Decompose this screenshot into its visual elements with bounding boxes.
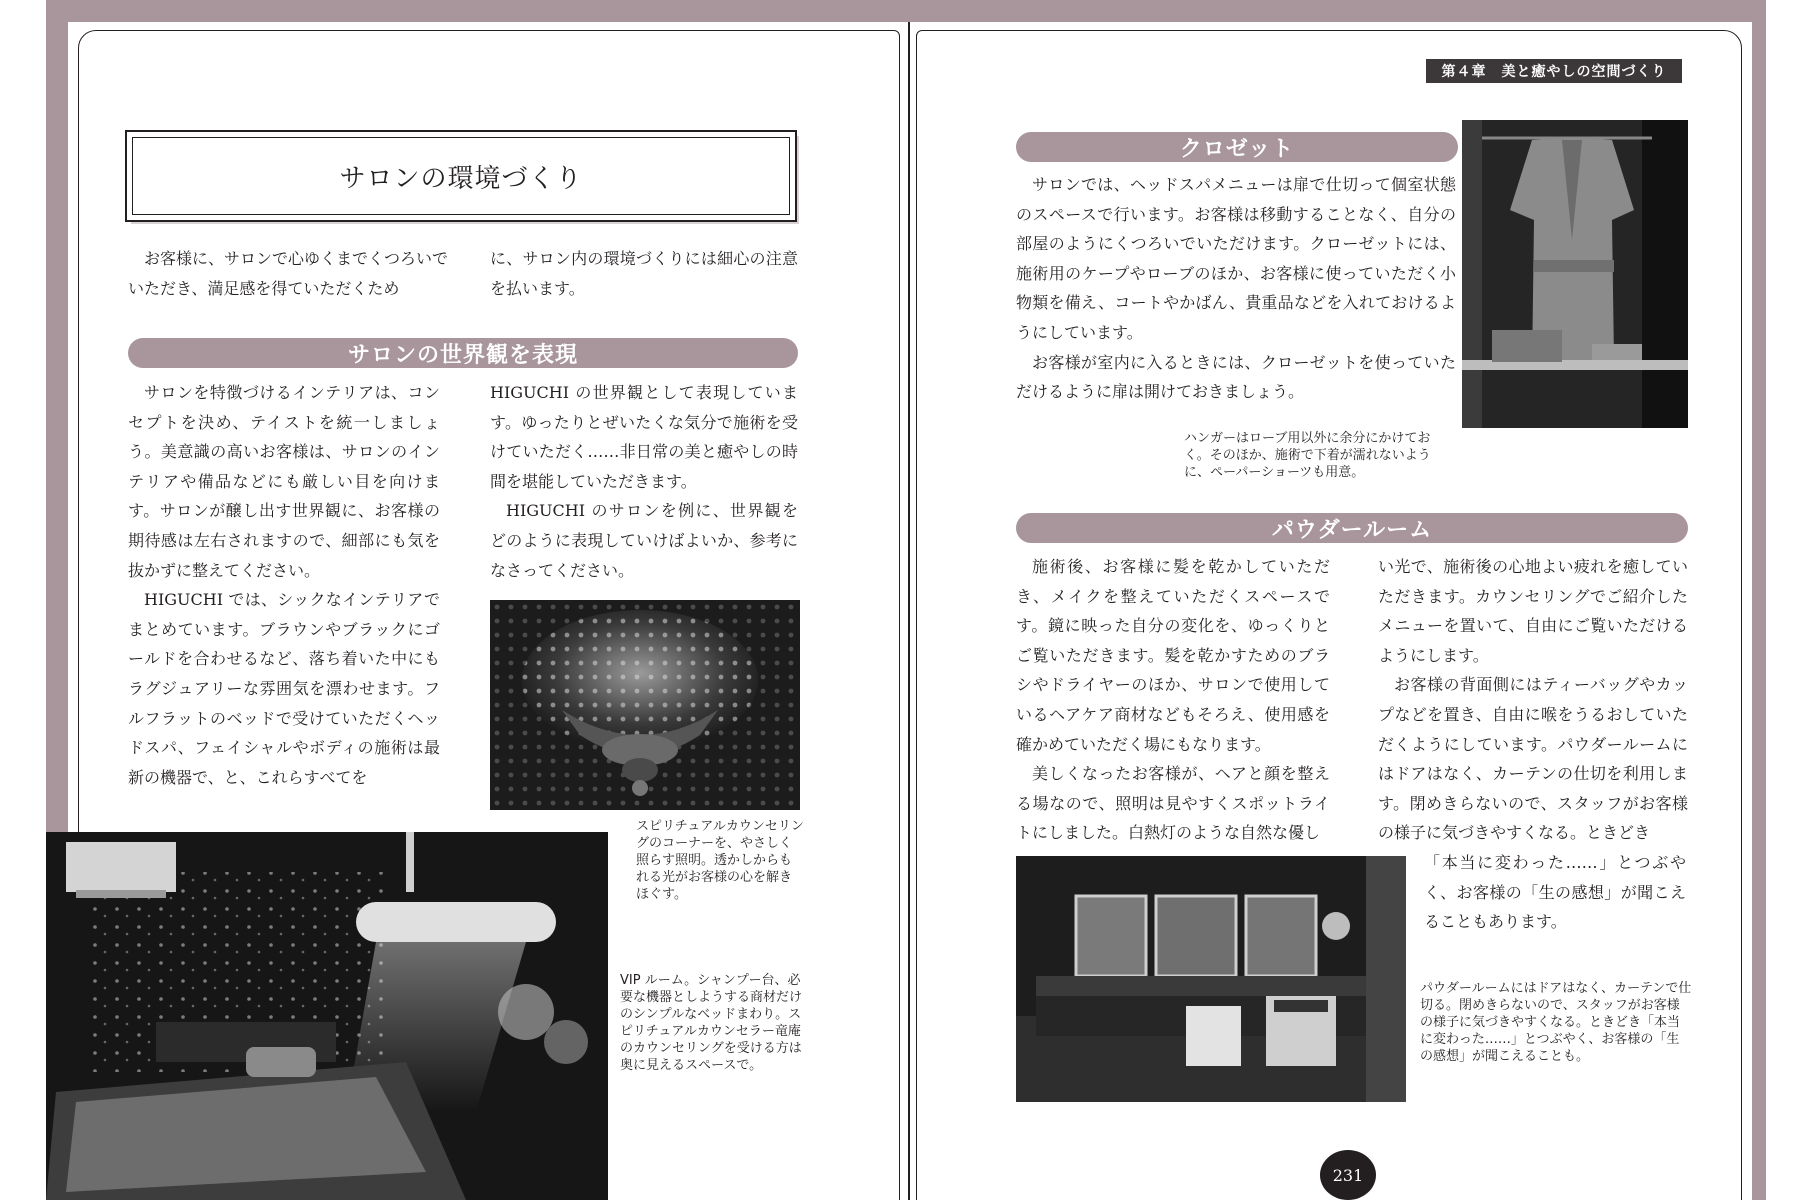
section-heading-closet: クロゼット <box>1016 132 1458 162</box>
powder-col2-p3: 「本当に変わった……」とつぶやく、お客様の「生の感想」が聞こえることもあります。 <box>1424 853 1686 932</box>
worldview-col2-p1: HIGUCHI の世界観として表現しています。ゆったりとぜいたくな気分で施術を受けていただく……非日常の美と癒やしの時間を堪能していただきます。 <box>490 383 798 491</box>
vip-room-photo <box>46 832 608 1200</box>
powder-col2 <box>1378 552 1688 848</box>
page-title: サロンの環境づくり <box>339 163 583 194</box>
vip-room-illustration <box>46 832 608 1200</box>
robe-illustration <box>1462 120 1688 428</box>
closet-paragraph-1: サロンでは、ヘッドスパメニューは扉で仕切って個室状態のスペースで行います。お客様は移動することなく、自分の部屋のようにくつろいでいただけます。クローゼットには、施術用のケープやローブのほか、お客様に使っていただく小物類を備え、コートやかばん、貴重品などを入れておけるようにしています。 <box>1016 175 1456 342</box>
caption-vip-room: VIP ルーム。シャンプー台、必要な機器としようする商材だけのシンプルなベッドまわり。スピリチュアルカウンセラー竜庵のカウンセリングを受ける方は奥に見えるスペースで。 <box>620 973 803 1073</box>
powder-col1 <box>1016 552 1330 848</box>
powder-col2-cont <box>1424 848 1686 937</box>
worldview-col1-p1: サロンを特徴づけるインテリアは、コンセプトを決め、テイストを統一しましょう。美意識の高いお客様は、サロンのインテリアや備品などにも厳しい目を向けます。サロンが醸し出す世界観に、お客様の期待感は左右されますので、細部にも気を抜かずに整えてください。 <box>128 383 440 580</box>
section-heading-worldview: サロンの世界観を表現 <box>128 338 798 368</box>
section-heading-powder-room: パウダールーム <box>1016 513 1688 543</box>
intro-left <box>128 244 448 303</box>
powder-col1-p1: 施術後、お客様に髪を乾かしていただき、メイクを整えていただくスペースです。鏡に映った自分の変化を、ゆっくりとご覧いただきます。髪を乾かすためのブラシやドライヤーのほか、サロンで使用しているヘアケア商材などもそろえ、使用感を確かめていただく場にもなります。 <box>1016 557 1330 754</box>
powder-room-illustration <box>1016 856 1406 1102</box>
intro-right-paragraph: に、サロン内の環境づくりには細心の注意を払います。 <box>490 249 798 298</box>
closet-paragraph-2: お客様が室内に入るときには、クローゼットを使っていただけるように扉は開けておきましょう。 <box>1016 352 1456 402</box>
powder-col1-p2: 美しくなったお客様が、ヘアと顔を整える場なので、照明は見やすくスポットライトにしました。白熱灯のような自然な優し <box>1016 764 1330 843</box>
caption-chandelier: スピリチュアルカウンセリングのコーナーを、やさしく照らす照明。透かしからもれる光がお客様の心を解きほぐす。 <box>636 819 804 902</box>
robe-photo <box>1462 120 1688 428</box>
worldview-col2-p2: HIGUCHI のサロンを例に、世界観をどのように表現していけばよいか、参考になさってください。 <box>490 501 798 580</box>
chandelier-photo <box>490 600 800 810</box>
powder-col2-p1: い光で、施術後の心地よい疲れを癒していただきます。カウンセリングでご紹介したメニューを置いて、自由にご覧いただけるようにします。 <box>1378 557 1688 665</box>
caption-powder-room: パウダールームにはドアはなく、カーテンで仕切る。閉めきらないので、スタッフがお客様の様子に気づきやすくなる。ときどき「本当に変わった……」とつぶやく、お客様の「生の感想」が聞こえることも。 <box>1420 981 1692 1064</box>
worldview-col1 <box>128 378 440 792</box>
powder-room-photo <box>1016 856 1406 1102</box>
powder-col2-p2: お客様の背面側にはティーバッグやカップなどを置き、自由に喉をうるおしていただくようにしています。パウダールームにはドアはなく、カーテンの仕切を利用します。閉めきらないので、スタッフがお客様の様子に気づきやすくなる。ときどき <box>1378 675 1688 843</box>
chapter-header: 第４章 美と癒やしの空間づくり <box>1426 59 1682 83</box>
chandelier-illustration <box>490 600 800 810</box>
page-title-box <box>125 130 797 222</box>
closet-text <box>1016 170 1456 407</box>
intro-right <box>490 244 798 303</box>
caption-robe: ハンガーはローブ用以外に余分にかけておく。そのほか、施術で下着が濡れないように、ペーパーショーツも用意。 <box>1184 431 1431 480</box>
worldview-col1-p2: HIGUCHI では、シックなインテリアでまとめています。ブラウンやブラックにゴールドを合わせるなど、落ち着いた中にもラグジュアリーな雰囲気を漂わせます。フルフラットのベッドで受けていただくヘッドスパ、フェイシャルやボディの施術は最新の機器で、と、これらすべてを <box>128 590 440 787</box>
intro-left-paragraph: お客様に、サロンで心ゆくまでくつろいでいただき、満足感を得ていただくため <box>128 249 449 298</box>
page-number: 231 <box>1320 1150 1376 1200</box>
worldview-col2 <box>490 378 798 585</box>
